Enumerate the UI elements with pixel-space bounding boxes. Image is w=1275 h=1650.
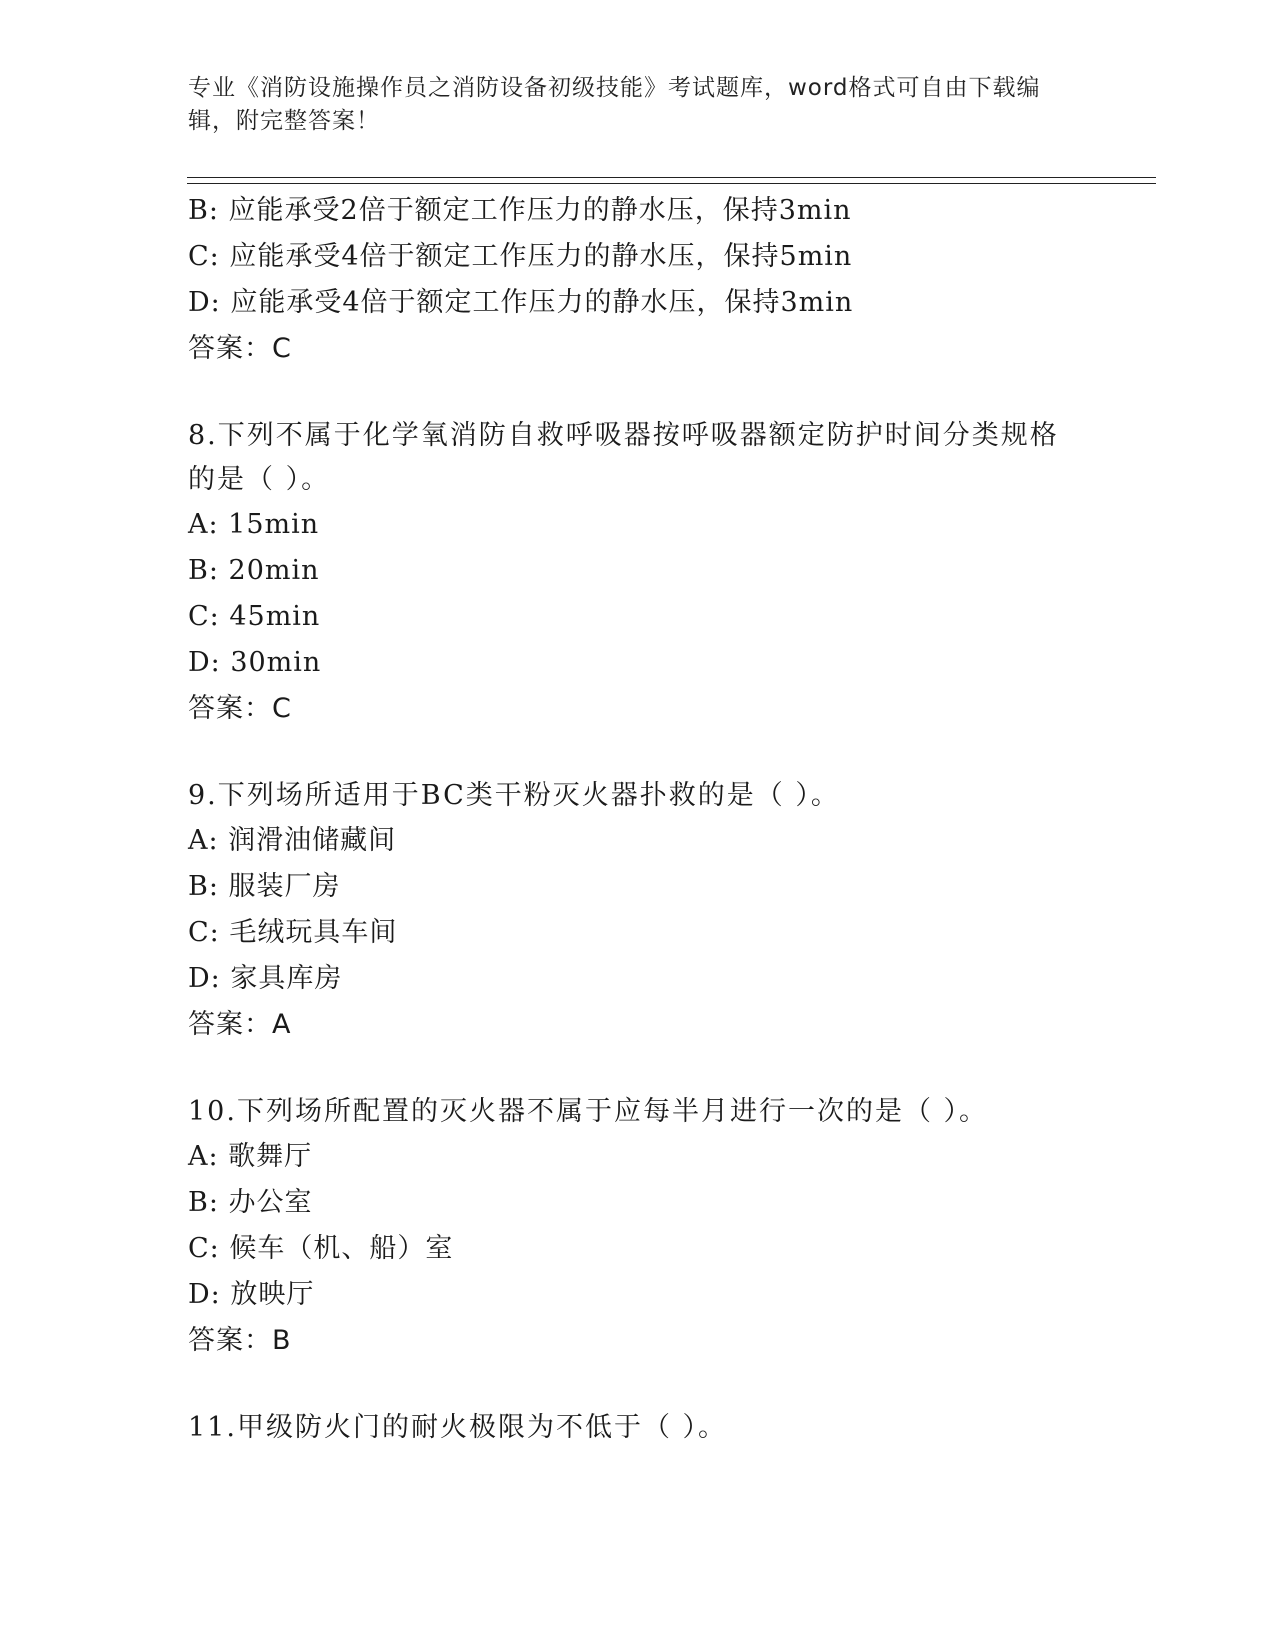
header-divider-bottom: [187, 183, 1156, 184]
question-8: [188, 414, 1088, 732]
question-list: [188, 188, 1088, 1450]
answer: 答案：A: [188, 1009, 292, 1040]
option-d: D: 应能承受4倍于额定工作压力的静水压，保持3min: [188, 287, 854, 318]
option-d: D: 放映厅: [188, 1279, 315, 1310]
option-b: B: 办公室: [188, 1187, 313, 1218]
question-stem: 10.下列场所配置的灭火器不属于应每半月进行一次的是（ ）。: [188, 1096, 989, 1127]
header-line-2: 辑，附完整答案！: [188, 108, 380, 134]
option-c: C: 候车（机、船）室: [188, 1233, 454, 1264]
option-a: A: 润滑油储藏间: [188, 825, 397, 856]
answer: 答案：C: [188, 693, 292, 724]
option-c: C: 应能承受4倍于额定工作压力的静水压，保持5min: [188, 241, 853, 272]
question-stem-continued: 的是（ ）。: [188, 464, 331, 495]
question-stem: 8.下列不属于化学氧消防自救呼吸器按呼吸器额定防护时间分类规格: [188, 420, 1059, 451]
option-d: D: 30min: [188, 647, 322, 678]
question-9: [188, 774, 1088, 1048]
question-stem: 11.甲级防火门的耐火极限为不低于（ ）。: [188, 1412, 728, 1443]
option-c: C: 毛绒玩具车间: [188, 917, 398, 948]
question-7-continued: [188, 188, 1088, 372]
option-b: B: 应能承受2倍于额定工作压力的静水压，保持3min: [188, 195, 852, 226]
question-10: [188, 1090, 1088, 1364]
option-b: B: 20min: [188, 555, 320, 586]
question-stem: 9.下列场所适用于BC类干粉灭火器扑救的是（ ）。: [188, 780, 840, 811]
option-b: B: 服装厂房: [188, 871, 341, 902]
header-divider-top: [187, 177, 1156, 178]
answer: 答案：B: [188, 1325, 292, 1356]
question-11: [188, 1406, 1088, 1450]
header-line-1: 专业《消防设施操作员之消防设备初级技能》考试题库，word格式可自由下载编: [188, 75, 1041, 101]
option-a: A: 15min: [188, 509, 320, 540]
option-a: A: 歌舞厅: [188, 1141, 313, 1172]
option-c: C: 45min: [188, 601, 321, 632]
document-header: [188, 72, 1078, 138]
option-d: D: 家具库房: [188, 963, 343, 994]
answer: 答案：C: [188, 333, 292, 364]
